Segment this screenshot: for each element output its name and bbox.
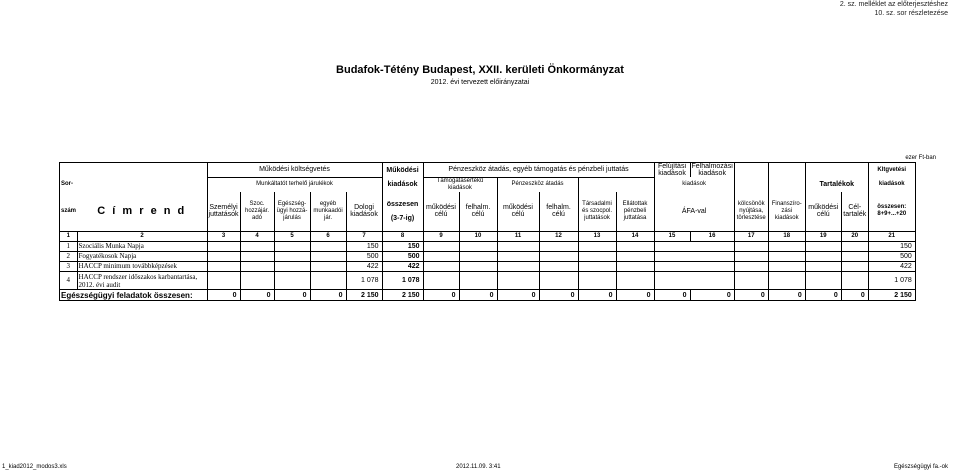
header-kolcsonok: kölcsönök nyújtása, törlesztése bbox=[734, 192, 768, 232]
summary-value: 0 bbox=[578, 290, 616, 301]
summary-value: 0 bbox=[207, 290, 240, 301]
header-tarsadalmi: Társadalmi és szocpol. juttatások bbox=[578, 192, 616, 232]
header-pe-felhalm: felhalm. célú bbox=[539, 192, 578, 232]
row-name: HACCP minimum továbbképzések bbox=[77, 262, 207, 272]
row-dologi: 500 bbox=[346, 252, 382, 262]
summary-value: 0 bbox=[539, 290, 578, 301]
summary-value: 2 150 bbox=[868, 290, 915, 301]
col-no: 12 bbox=[539, 232, 578, 242]
summary-value: 0 bbox=[690, 290, 734, 301]
header-mukodesi: Működési bbox=[382, 163, 423, 178]
col-no: 9 bbox=[423, 232, 459, 242]
header-row-2 bbox=[60, 177, 916, 192]
header-mukodesi-koltsegvetes: Működési költségvetés bbox=[207, 163, 382, 178]
summary-value: 0 bbox=[805, 290, 841, 301]
header-cimrend: C í m r e n d bbox=[77, 192, 207, 232]
row-osszesen: 1 078 bbox=[382, 272, 423, 290]
summary-value: 0 bbox=[310, 290, 346, 301]
header-szemelyi: Személyi juttatások bbox=[207, 192, 240, 232]
summary-value: 0 bbox=[654, 290, 690, 301]
summary-value: 0 bbox=[274, 290, 310, 301]
summary-value: 0 bbox=[841, 290, 868, 301]
summary-label: Egészségügyi feladatok összesen: bbox=[60, 290, 208, 301]
row-total: 500 bbox=[868, 252, 915, 262]
col-no: 2 bbox=[77, 232, 207, 242]
row-number: 1 bbox=[60, 242, 78, 252]
header-tam-felhalm: felhalm. célú bbox=[459, 192, 497, 232]
col-no: 3 bbox=[207, 232, 240, 242]
header-tam-mukodesi: működési célú bbox=[423, 192, 459, 232]
row-total: 422 bbox=[868, 262, 915, 272]
col-no: 10 bbox=[459, 232, 497, 242]
page-subtitle: 2012. évi tervezett előirányzatai bbox=[430, 79, 530, 86]
summary-value: 2 150 bbox=[346, 290, 382, 301]
footer-date: 2012.11.09. 3:41 bbox=[456, 464, 501, 470]
summary-value: 0 bbox=[616, 290, 654, 301]
header-dologi: Dologi kiadások bbox=[346, 192, 382, 232]
footer-file: 1_kiad2012_modos3.xls bbox=[2, 464, 67, 470]
summary-value: 0 bbox=[423, 290, 459, 301]
summary-row bbox=[60, 290, 916, 301]
col-no: 18 bbox=[768, 232, 805, 242]
header-felhalmozasi: Felhalmozási kiadások bbox=[691, 163, 733, 177]
header-row-3 bbox=[60, 192, 916, 232]
row-total: 150 bbox=[868, 242, 915, 252]
col-no: 14 bbox=[616, 232, 654, 242]
column-number-row bbox=[60, 232, 916, 242]
col-no: 15 bbox=[654, 232, 690, 242]
annex-line-1: 2. sz. melléklet az előterjesztéshez bbox=[839, 1, 948, 8]
header-szam: szám bbox=[60, 192, 78, 232]
row-number: 3 bbox=[60, 262, 78, 272]
header-kltsg-osszesen: összesen: 8+9+...+20 bbox=[868, 192, 915, 232]
col-no: 8 bbox=[382, 232, 423, 242]
row-number: 4 bbox=[60, 272, 78, 290]
budget-table bbox=[59, 162, 916, 301]
header-ellatottak: Ellátottak pénzbeli juttatása bbox=[616, 192, 654, 232]
header-tart-mukodesi: működési célú bbox=[805, 192, 841, 232]
col-no: 4 bbox=[240, 232, 274, 242]
unit-label: ezer Ft-ban bbox=[905, 155, 936, 161]
col-no: 20 bbox=[841, 232, 868, 242]
summary-value: 0 bbox=[459, 290, 497, 301]
header-penzeszkoz-atadas: Pénzeszköz átadás bbox=[497, 177, 578, 192]
table-row bbox=[60, 252, 916, 262]
page-title: Budafok-Tétény Budapest, XXII. kerületi Önkormányzat bbox=[336, 64, 624, 76]
col-no: 21 bbox=[868, 232, 915, 242]
header-finanszirozasi: Finanszíro- zási kiadások bbox=[768, 192, 805, 232]
header-tamogatasertek: Támogatásértékű kiadások bbox=[423, 177, 497, 192]
header-kiadasok-2: kiadások bbox=[654, 177, 734, 192]
row-osszesen: 422 bbox=[382, 262, 423, 272]
col-no: 5 bbox=[274, 232, 310, 242]
header-afa: ÁFA-val bbox=[654, 192, 734, 232]
summary-value: 0 bbox=[240, 290, 274, 301]
header-egeszseg: Egészség- ügyi hozzá- járulás bbox=[274, 192, 310, 232]
row-dologi: 150 bbox=[346, 242, 382, 252]
summary-value: 0 bbox=[497, 290, 539, 301]
header-penzeszkoz: Pénzeszköz átadás, egyéb támogatás és pénzbeli juttatás bbox=[423, 163, 654, 178]
header-pe-mukodesi: működési célú bbox=[497, 192, 539, 232]
header-szoc: Szoc. hozzájár. adó bbox=[240, 192, 274, 232]
table-row bbox=[60, 272, 916, 290]
summary-value: 2 150 bbox=[382, 290, 423, 301]
header-kltsg-1: Kltgvetési bbox=[868, 163, 915, 178]
row-osszesen: 500 bbox=[382, 252, 423, 262]
row-name: Szociális Munka Napja bbox=[77, 242, 207, 252]
header-cel-tartalek: Cél- tartalék bbox=[841, 192, 868, 232]
row-osszesen: 150 bbox=[382, 242, 423, 252]
row-dologi: 422 bbox=[346, 262, 382, 272]
table-row bbox=[60, 262, 916, 272]
row-name: HACCP rendszer időszakos karbantartása, 2012. évi audit bbox=[77, 272, 207, 290]
col-no: 19 bbox=[805, 232, 841, 242]
header-tartalekok: Tartalékok bbox=[805, 177, 868, 192]
header-felujitasi: Felújítási kiadások bbox=[654, 163, 690, 178]
col-no: 1 bbox=[60, 232, 78, 242]
row-total: 1 078 bbox=[868, 272, 915, 290]
footer-sheet: Egészségügyi fa.-ok bbox=[893, 464, 948, 470]
header-osszesen: összesen (3-7-ig) bbox=[382, 192, 423, 232]
header-kltsg-2: kiadások bbox=[868, 177, 915, 192]
row-name: Fogyatékosok Napja bbox=[77, 252, 207, 262]
summary-value: 0 bbox=[768, 290, 805, 301]
col-no: 13 bbox=[578, 232, 616, 242]
col-no: 7 bbox=[346, 232, 382, 242]
header-munkaltatot-terhelo: Munkáltatót terhelő járulékok bbox=[207, 177, 382, 192]
header-egyeb: egyéb munkaadói jár. bbox=[310, 192, 346, 232]
table-row bbox=[60, 242, 916, 252]
row-number: 2 bbox=[60, 252, 78, 262]
col-no: 17 bbox=[734, 232, 768, 242]
row-dologi: 1 078 bbox=[346, 272, 382, 290]
header-kiadasok: kiadások bbox=[382, 177, 423, 192]
col-no: 16 bbox=[690, 232, 734, 242]
summary-value: 0 bbox=[734, 290, 768, 301]
header-row-1 bbox=[60, 163, 916, 178]
header-sor: Sor- bbox=[60, 177, 78, 192]
annex-line-2: 10. sz. sor részletezése bbox=[874, 10, 948, 17]
col-no: 11 bbox=[497, 232, 539, 242]
col-no: 6 bbox=[310, 232, 346, 242]
